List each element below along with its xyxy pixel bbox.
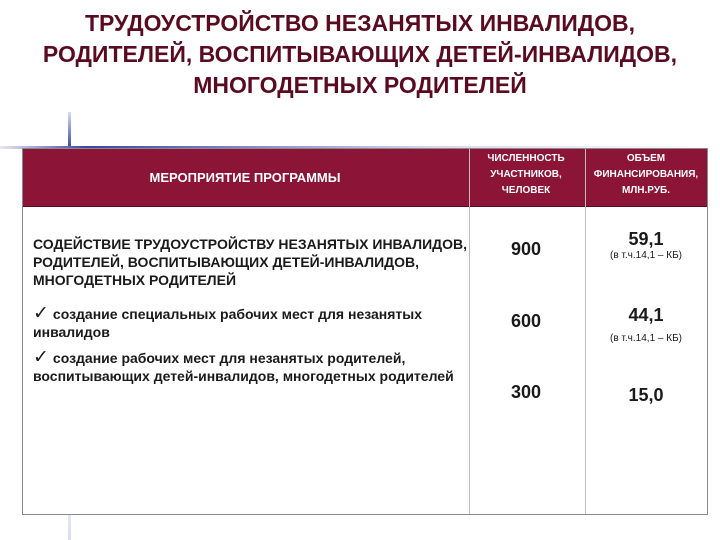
row-sub-1-financing: 44,1 [628, 305, 664, 325]
header-financing: ОБЪЕМ ФИНАНСИРОВАНИЯ, МЛН.РУБ. [593, 153, 699, 196]
row-main-participants: 900 [510, 239, 542, 259]
title-line-1: ТРУДОУСТРОЙСТВО НЕЗАНЯТЫХ ИНВАЛИДОВ, [84, 10, 636, 36]
row-sub-1 [33, 305, 469, 341]
row-sub-1-financing-note: (в т.ч.14,1 – КБ) [610, 333, 682, 344]
decorative-vertical-line [68, 112, 71, 148]
check-icon: ✓ [33, 303, 49, 324]
row-main-label: СОДЕЙСТВИЕ ТРУДОУСТРОЙСТВУ НЕЗАНЯТЫХ ИНВАЛИДОВ, РОДИТЕЛЕЙ, ВОСПИТЫВАЮЩИХ ДЕТЕЙ-ИНВАЛИДОВ, МНОГОДЕТНЫХ РОДИТЕЛЕЙ [33, 236, 467, 288]
slide-title [0, 8, 720, 101]
row-main-financing: 59,1 [628, 229, 664, 249]
row-sub-2 [33, 349, 489, 385]
header-program: МЕРОПРИЯТИЕ ПРОГРАММЫ [149, 170, 341, 185]
column-divider-2 [585, 149, 586, 514]
row-sub-2-label: создание рабочих мест для незанятых родителей, воспитывающих детей-инвалидов, многодетных родителей [33, 350, 454, 384]
table-header-row [23, 149, 707, 207]
program-table [22, 148, 708, 515]
title-line-2: РОДИТЕЛЕЙ, ВОСПИТЫВАЮЩИХ ДЕТЕЙ-ИНВАЛИДОВ, [42, 41, 678, 67]
row-sub-1-label: создание специальных рабочих мест для незанятых инвалидов [33, 306, 423, 340]
row-sub-1-participants: 600 [510, 311, 542, 331]
column-divider-1 [469, 149, 470, 514]
title-line-3: МНОГОДЕТНЫХ РОДИТЕЛЕЙ [193, 72, 527, 98]
check-icon: ✓ [33, 347, 49, 368]
row-sub-2-participants: 300 [510, 382, 542, 402]
row-sub-2-financing: 15,0 [628, 385, 664, 405]
row-main-financing-note: (в т.ч.14,1 – КБ) [610, 250, 682, 261]
header-participants: ЧИСЛЕННОСТЬ УЧАСТНИКОВ, ЧЕЛОВЕК [487, 153, 565, 196]
